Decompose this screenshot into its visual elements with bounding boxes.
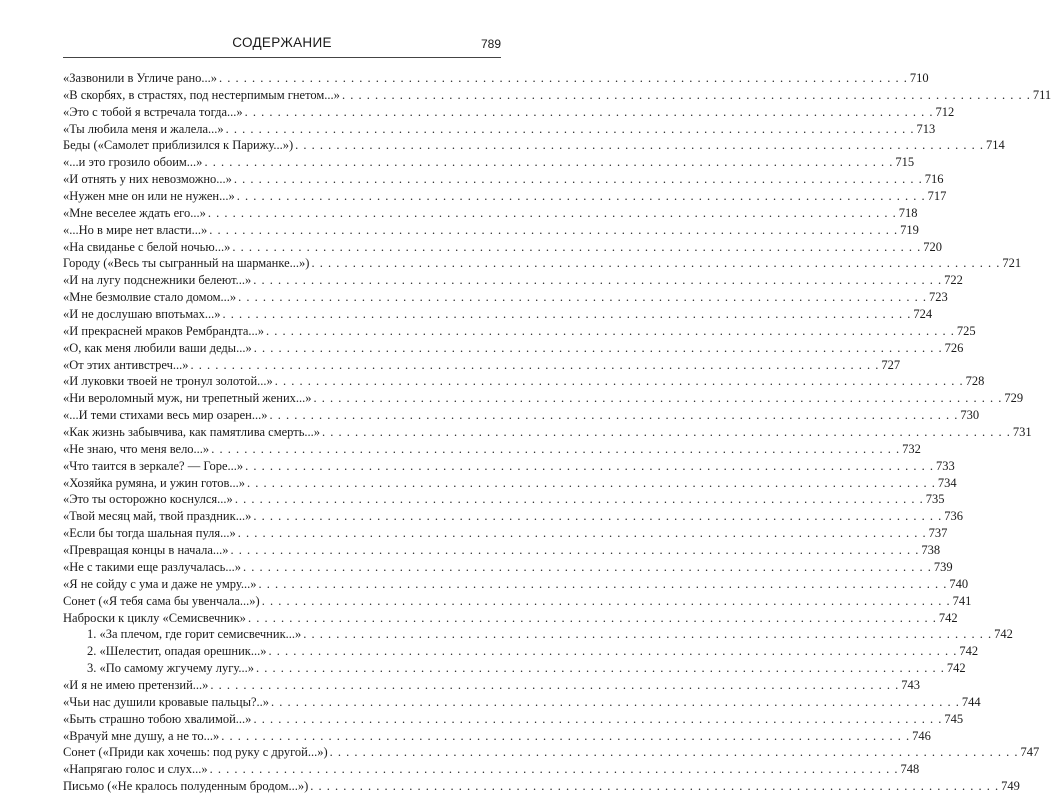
- page-title: СОДЕРЖАНИЕ: [232, 35, 332, 50]
- toc-entry: [63, 407, 980, 424]
- dot-leader: [269, 407, 958, 424]
- toc-entry-page: 717: [927, 189, 947, 204]
- dot-leader: [211, 441, 900, 458]
- toc-entry: [63, 576, 969, 593]
- toc-entry-page: 739: [933, 559, 953, 574]
- toc-entry: [63, 154, 915, 171]
- dot-leader: [253, 508, 942, 525]
- toc-entry-title: Сонет («Приди как хочешь: под руку с другой...»): [63, 745, 328, 760]
- toc-entry: [63, 171, 944, 188]
- toc-entry-page: 746: [912, 728, 931, 743]
- dot-leader: [330, 744, 1019, 761]
- toc-entry-title: «И не дослушаю впотьмах...»: [63, 307, 221, 322]
- dot-leader: [232, 239, 921, 256]
- toc-entry: [63, 677, 921, 694]
- dot-leader: [222, 306, 911, 323]
- toc-entry-page: 735: [925, 492, 945, 507]
- toc-entry: [63, 188, 947, 205]
- toc-entry: [63, 593, 972, 610]
- toc-entry-page: 736: [944, 509, 963, 524]
- toc-entry: [63, 761, 920, 778]
- toc-entry: [63, 222, 919, 239]
- toc-entry: [63, 306, 933, 323]
- dot-leader: [245, 104, 934, 121]
- toc-entry-page: 741: [952, 593, 972, 608]
- toc-entry-title: «...И теми стихами весь мир озарен...»: [63, 408, 268, 423]
- toc-entry-page: 742: [994, 627, 1013, 642]
- toc-entry: [63, 70, 929, 87]
- toc-entry-page: 725: [956, 323, 976, 338]
- toc-entry-title: «Твой месяц май, твой праздник...»: [63, 509, 252, 524]
- dot-leader: [209, 222, 898, 239]
- toc-entry: [63, 441, 921, 458]
- toc-entry-page: 740: [949, 576, 969, 591]
- toc-entry: [63, 205, 918, 222]
- toc-entry-title: «Напрягаю голос и слух...»: [63, 762, 208, 777]
- toc-entry: [63, 542, 941, 559]
- toc-entry-page: 743: [901, 677, 921, 692]
- dot-leader: [271, 694, 960, 711]
- dot-leader: [311, 255, 1000, 272]
- toc-entry-title: «Врачуй мне душу, а не то...»: [63, 728, 220, 743]
- toc-entry: [63, 744, 1040, 761]
- toc-entry: [63, 340, 964, 357]
- table-of-contents: [63, 70, 1051, 795]
- toc-entry-page: 737: [928, 526, 948, 541]
- toc-entry-page: 728: [965, 374, 985, 389]
- toc-entry-title: «Мне веселее ждать его...»: [63, 205, 206, 220]
- toc-entry: [63, 559, 953, 576]
- dot-leader: [219, 70, 908, 87]
- toc-entry-title: «Зазвонили в Угличе рано...»: [63, 71, 218, 85]
- dot-leader: [314, 390, 1003, 407]
- toc-entry-title: «Чьи нас душили кровавые пальцы?..»: [63, 694, 270, 709]
- dot-leader: [238, 289, 927, 306]
- toc-entry-page: 730: [960, 408, 980, 423]
- dot-leader: [245, 458, 934, 475]
- toc-entry-page: 727: [881, 357, 901, 372]
- toc-entry-title: Городу («Весь ты сыгранный на шарманке...»): [63, 256, 310, 271]
- toc-entry: [63, 390, 1024, 407]
- toc-entry-title: Наброски к циклу «Семисвечник»: [63, 610, 246, 625]
- toc-entry: [63, 289, 948, 306]
- toc-entry: [63, 491, 945, 508]
- toc-entry: [63, 373, 985, 390]
- dot-leader: [237, 188, 926, 205]
- dot-leader: [253, 711, 942, 728]
- toc-entry-page: 714: [986, 138, 1005, 153]
- dot-leader: [259, 576, 948, 593]
- toc-entry: [63, 610, 958, 627]
- toc-entry-page: 712: [935, 104, 955, 119]
- toc-entry: [63, 525, 948, 542]
- dot-leader: [256, 660, 945, 677]
- page-number: 789: [480, 37, 501, 51]
- toc-entry-title: «Не знаю, что меня вело...»: [63, 441, 210, 456]
- toc-entry-title: «И прекрасней мраков Рембрандта...»: [63, 323, 265, 338]
- dot-leader: [231, 542, 920, 559]
- toc-entry: [63, 508, 963, 525]
- dot-leader: [234, 171, 923, 188]
- toc-entry-title: «В скорбях, в страстях, под нестерпимым гнетом...»: [63, 87, 340, 102]
- running-header: [63, 35, 501, 58]
- dot-leader: [221, 728, 910, 745]
- toc-entry-page: 710: [909, 71, 929, 85]
- toc-entry-title: «И на лугу подснежники белеют...»: [63, 273, 252, 288]
- toc-entry-title: «О, как меня любили ваши деды...»: [63, 340, 252, 355]
- toc-entry-page: 733: [936, 458, 955, 473]
- toc-entry-page: 742: [938, 610, 958, 625]
- toc-entry-page: 731: [1012, 425, 1032, 440]
- toc-entry-page: 749: [1001, 779, 1020, 794]
- toc-entry-title: «Это ты осторожно коснулся...»: [63, 492, 233, 507]
- toc-entry-page: 742: [959, 644, 979, 659]
- toc-entry-title: «...Но в мире нет власти...»: [63, 222, 208, 237]
- dot-leader: [238, 525, 927, 542]
- toc-entry: [63, 626, 1013, 643]
- toc-entry: [63, 323, 976, 340]
- toc-entry-page: 723: [929, 290, 948, 305]
- dot-leader: [235, 491, 924, 508]
- toc-entry-title: 3. «По самому жгучему лугу...»: [87, 661, 254, 676]
- toc-entry-page: 745: [944, 711, 964, 726]
- toc-entry-title: «И луковки твоей не тронул золотой...»: [63, 374, 273, 389]
- toc-entry-title: «Превращая концы в начала...»: [63, 543, 229, 558]
- toc-entry: [63, 778, 1020, 795]
- toc-entry-title: «Нужен мне он или не нужен...»: [63, 189, 235, 204]
- toc-entry: [63, 458, 955, 475]
- toc-entry-page: 726: [944, 340, 964, 355]
- toc-entry-page: 718: [898, 205, 918, 220]
- toc-entry-title: «Это с тобой я встречала тогда...»: [63, 104, 243, 119]
- toc-entry-title: «Хозяйка румяна, и ужин готов...»: [63, 475, 246, 490]
- toc-entry-title: «...и это грозило обоим...»: [63, 155, 203, 170]
- toc-entry-title: 1. «За плечом, где горит семисвечник...»: [87, 627, 302, 642]
- dot-leader: [248, 610, 937, 627]
- dot-leader: [226, 121, 915, 138]
- toc-entry-page: 734: [937, 475, 957, 490]
- toc-entry-page: 721: [1002, 256, 1022, 271]
- toc-entry-page: 719: [900, 222, 919, 237]
- toc-entry-title: «Как жизнь забывчива, как памятлива смерть...»: [63, 425, 321, 440]
- toc-entry-page: 729: [1004, 391, 1024, 406]
- toc-entry-page: 720: [923, 239, 942, 254]
- toc-entry-page: 722: [944, 273, 963, 288]
- toc-entry-title: «Ни вероломный муж, ни трепетный жених...»: [63, 391, 312, 406]
- toc-entry-page: 748: [900, 762, 920, 777]
- dot-leader: [303, 626, 992, 643]
- toc-entry: [63, 104, 955, 121]
- toc-entry: [63, 711, 964, 728]
- toc-entry-title: «На свиданье с белой ночью...»: [63, 239, 231, 254]
- toc-entry: [63, 239, 942, 256]
- dot-leader: [342, 87, 1031, 104]
- dot-leader: [310, 778, 999, 795]
- dot-leader: [247, 475, 936, 492]
- dot-leader: [208, 205, 897, 222]
- toc-entry-page: 724: [913, 307, 933, 322]
- toc-entry-title: «И я не имею претензий...»: [63, 677, 209, 692]
- dot-leader: [322, 424, 1011, 441]
- toc-entry-title: «От этих антивстреч...»: [63, 357, 189, 372]
- toc-entry: [63, 137, 1005, 154]
- toc-entry-page: 713: [916, 121, 936, 136]
- dot-leader: [269, 643, 958, 660]
- toc-entry-title: «Мне безмолвие стало домом...»: [63, 290, 237, 305]
- toc-entry-page: 711: [1032, 87, 1051, 102]
- toc-entry: [63, 87, 1051, 104]
- toc-entry: [63, 272, 963, 289]
- toc-entry-page: 747: [1020, 745, 1040, 760]
- dot-leader: [191, 357, 880, 374]
- dot-leader: [262, 593, 951, 610]
- dot-leader: [295, 137, 984, 154]
- toc-entry-title: «Быть страшно тобою хвалимой...»: [63, 711, 252, 726]
- dot-leader: [275, 373, 964, 390]
- dot-leader: [254, 340, 943, 357]
- toc-entry-page: 715: [895, 155, 915, 170]
- toc-entry: [63, 424, 1032, 441]
- toc-entry-title: «Я не сойду с ума и даже не умру...»: [63, 576, 257, 591]
- toc-entry-title: 2. «Шелестит, опадая орешник...»: [87, 644, 267, 659]
- toc-entry: [63, 660, 966, 677]
- toc-entry-title: «И отнять у них невозможно...»: [63, 172, 232, 187]
- toc-entry-title: «Что таится в зеркале? — Горе...»: [63, 458, 244, 473]
- toc-entry-title: Письмо («Не кралось полуденным бродом...»): [63, 779, 309, 794]
- toc-entry: [63, 694, 981, 711]
- toc-entry: [63, 643, 979, 660]
- toc-entry-page: 738: [921, 543, 941, 558]
- toc-entry: [63, 728, 931, 745]
- toc-entry-title: «Не с такими еще разлучалась...»: [63, 559, 241, 574]
- toc-entry-page: 716: [924, 172, 944, 187]
- toc-entry-title: «Если бы тогда шальная пуля...»: [63, 526, 236, 541]
- dot-leader: [210, 677, 899, 694]
- toc-entry: [63, 475, 957, 492]
- toc-entry-page: 732: [902, 441, 921, 456]
- toc-entry-title: Сонет («Я тебя сама бы увенчала...»): [63, 593, 260, 608]
- toc-entry: [63, 121, 936, 138]
- dot-leader: [210, 761, 899, 778]
- dot-leader: [266, 323, 955, 340]
- dot-leader: [204, 154, 893, 171]
- toc-entry-title: «Ты любила меня и жалела...»: [63, 121, 224, 136]
- dot-leader: [243, 559, 932, 576]
- toc-entry-page: 744: [961, 694, 981, 709]
- toc-entry-page: 742: [946, 661, 966, 676]
- toc-entry: [63, 255, 1022, 272]
- dot-leader: [253, 272, 942, 289]
- toc-entry-title: Беды («Самолет приблизился к Парижу...»): [63, 138, 294, 153]
- toc-entry: [63, 357, 901, 374]
